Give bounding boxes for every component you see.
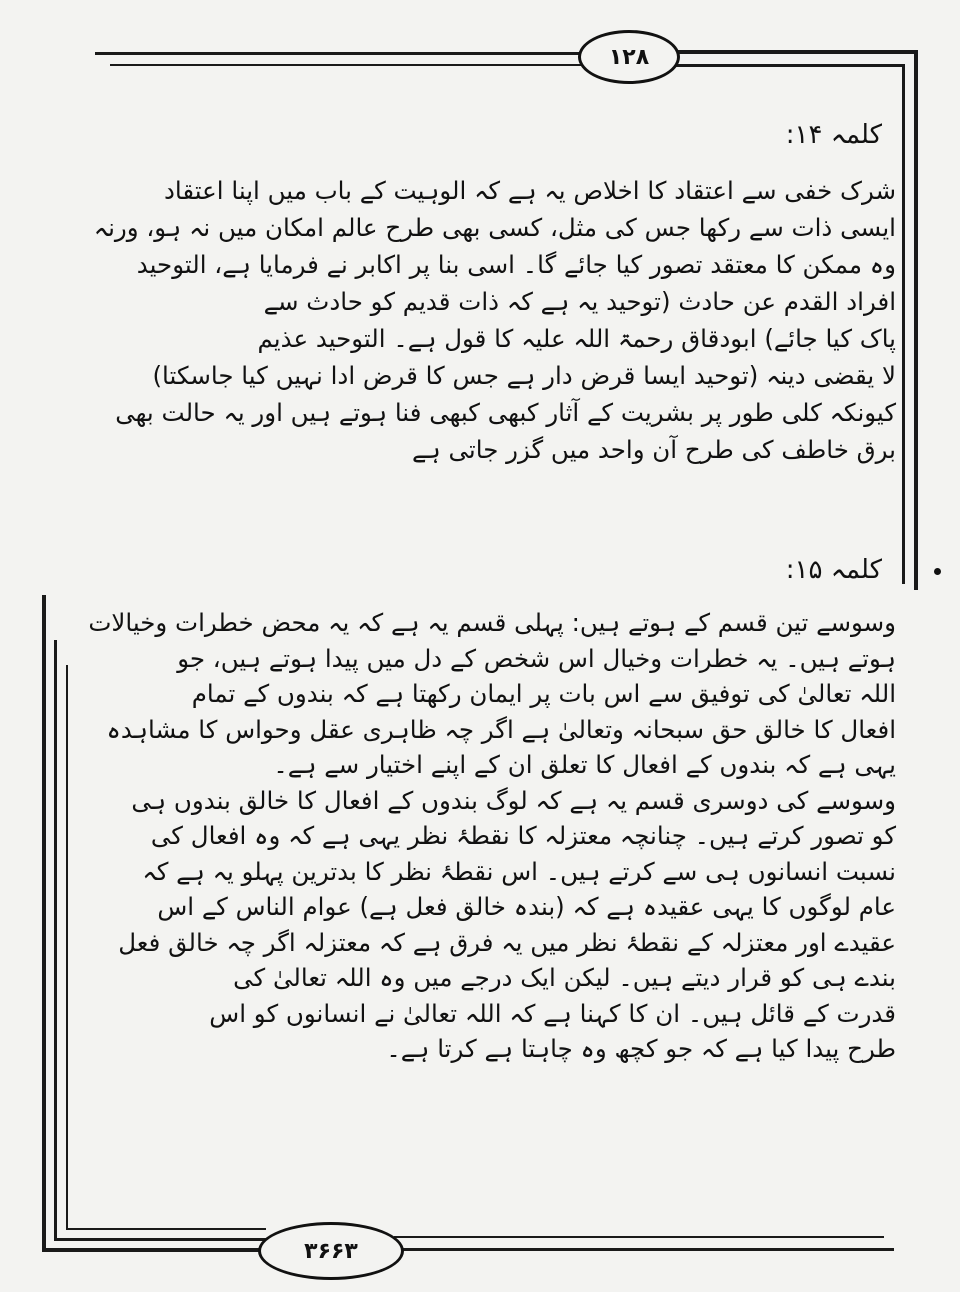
frame-bottom-mid bbox=[54, 1238, 266, 1241]
text-line: کو تصور کرتے ہیں۔ چنانچہ معتزلہ کا نقطۂ نظر یہی ہے کہ وہ افعال کی bbox=[150, 821, 896, 850]
frame-top-outer bbox=[666, 50, 916, 54]
text-line: افراد القدم عن حادث (توحید یہ ہے کہ ذات قدیم کو حادث سے bbox=[263, 287, 896, 316]
text-line: نسبت انسانوں ہی سے کرتے ہیں۔ اس نقطۂ نظر کا بدترین پہلو یہ ہے کہ bbox=[142, 856, 896, 886]
text-line: برق خاطف کی طرح آن واحد میں گزر جاتی ہے bbox=[411, 435, 896, 464]
frame-left-outer bbox=[42, 595, 46, 1250]
frame-top-left-outer bbox=[95, 52, 585, 55]
frame-bottom-inner bbox=[66, 1228, 266, 1230]
section-heading-14: کلمہ ۱۴: bbox=[785, 120, 882, 150]
section-body-14 bbox=[93, 172, 896, 468]
text-line: پاک کیا جائے) ابودقاق رحمۃ اللہ علیہ کا قول ہے۔ التوحید عذیم bbox=[257, 324, 896, 353]
frame-bottom-right-inner bbox=[394, 1236, 884, 1238]
text-line: لا یقضی دینہ (توحید ایسا قرض دار ہے جس کا قرض ادا نہیں کیا جاسکتا) bbox=[152, 361, 896, 390]
text-line: افعال کا خالق حق سبحانہ وتعالیٰ ہے اگر چہ ظاہری عقل وحواس کا مشاہدہ bbox=[106, 714, 896, 744]
frame-left-mid bbox=[54, 640, 57, 1240]
text-line: بندے ہی کو قرار دیتے ہیں۔ لیکن ایک درجے میں وہ اللہ تعالیٰ کی bbox=[233, 963, 896, 992]
text-line: یہی ہے کہ بندوں کے افعال کا تعلق ان کے اپنے اختیار سے ہے۔ bbox=[273, 750, 896, 779]
section-heading-15: کلمہ ۱۵: bbox=[785, 555, 882, 585]
text-line: قدرت کے قائل ہیں۔ ان کا کہنا ہے کہ اللہ تعالیٰ نے انسانوں کو اس bbox=[209, 998, 896, 1028]
text-line: وسوسے کی دوسری قسم یہ ہے کہ لوگ بندوں کے افعال کا خالق بندوں ہی bbox=[131, 785, 896, 815]
text-line: ہوتے ہیں۔ یہ خطرات وخیال اس شخص کے دل میں پیدا ہوتے ہیں، جو bbox=[177, 643, 896, 673]
text-line: اللہ تعالیٰ کی توفیق سے اس بات پر ایمان رکھتا ہے کہ بندوں کے تمام bbox=[191, 679, 896, 708]
text-line: طرح پیدا کیا ہے کہ جو کچھ وہ چاہتا ہے کرتا ہے۔ bbox=[386, 1034, 896, 1063]
page-number-bottom-text: ۳۶۶۳ bbox=[304, 1238, 358, 1264]
frame-left-inner bbox=[66, 665, 68, 1230]
text-line: عقیدے اور معتزلہ کے نقطۂ نظر میں یہ فرق ہے کہ معتزلہ اگر چہ خالق فعل bbox=[118, 927, 896, 957]
text-line: ایسی ذات سے رکھا جس کی مثل، کسی بھی طرح عالم امکان میں نہ ہو، ورنہ bbox=[93, 213, 896, 242]
text-line: وسوسے تین قسم کے ہوتے ہیں: پہلی قسم یہ ہے کہ یہ محض خطرات وخیالات bbox=[88, 608, 896, 637]
margin-dot bbox=[934, 568, 941, 575]
text-line: وہ ممکن کا معتقد تصور کیا جائے گا۔ اسی بنا پر اکابر نے فرمایا ہے، التوحید bbox=[136, 250, 896, 279]
page-number-bottom bbox=[258, 1222, 404, 1280]
frame-right-outer bbox=[914, 50, 918, 590]
frame-right-inner bbox=[902, 64, 905, 584]
frame-top-inner bbox=[666, 64, 904, 67]
frame-top-left-inner bbox=[110, 64, 585, 66]
page-number-top bbox=[578, 30, 680, 84]
text-line: عام لوگوں کا یہی عقیدہ ہے کہ (بندہ خالق فعل ہے) عوام الناس کے اس bbox=[157, 892, 896, 921]
frame-bottom-right-outer bbox=[394, 1248, 894, 1251]
text-line: شرک خفی سے اعتقاد کا اخلاص یہ ہے کہ الوہیت کے باب میں اپنا اعتقاد bbox=[164, 176, 896, 205]
section-body-15 bbox=[88, 605, 896, 1067]
frame-bottom-outer bbox=[42, 1248, 267, 1252]
text-line: کیونکہ کلی طور پر بشریت کے آثار کبھی کبھی فنا ہوتے ہیں اور یہ حالت بھی bbox=[115, 398, 896, 427]
page-number-top-text: ۱۲۸ bbox=[608, 44, 650, 70]
